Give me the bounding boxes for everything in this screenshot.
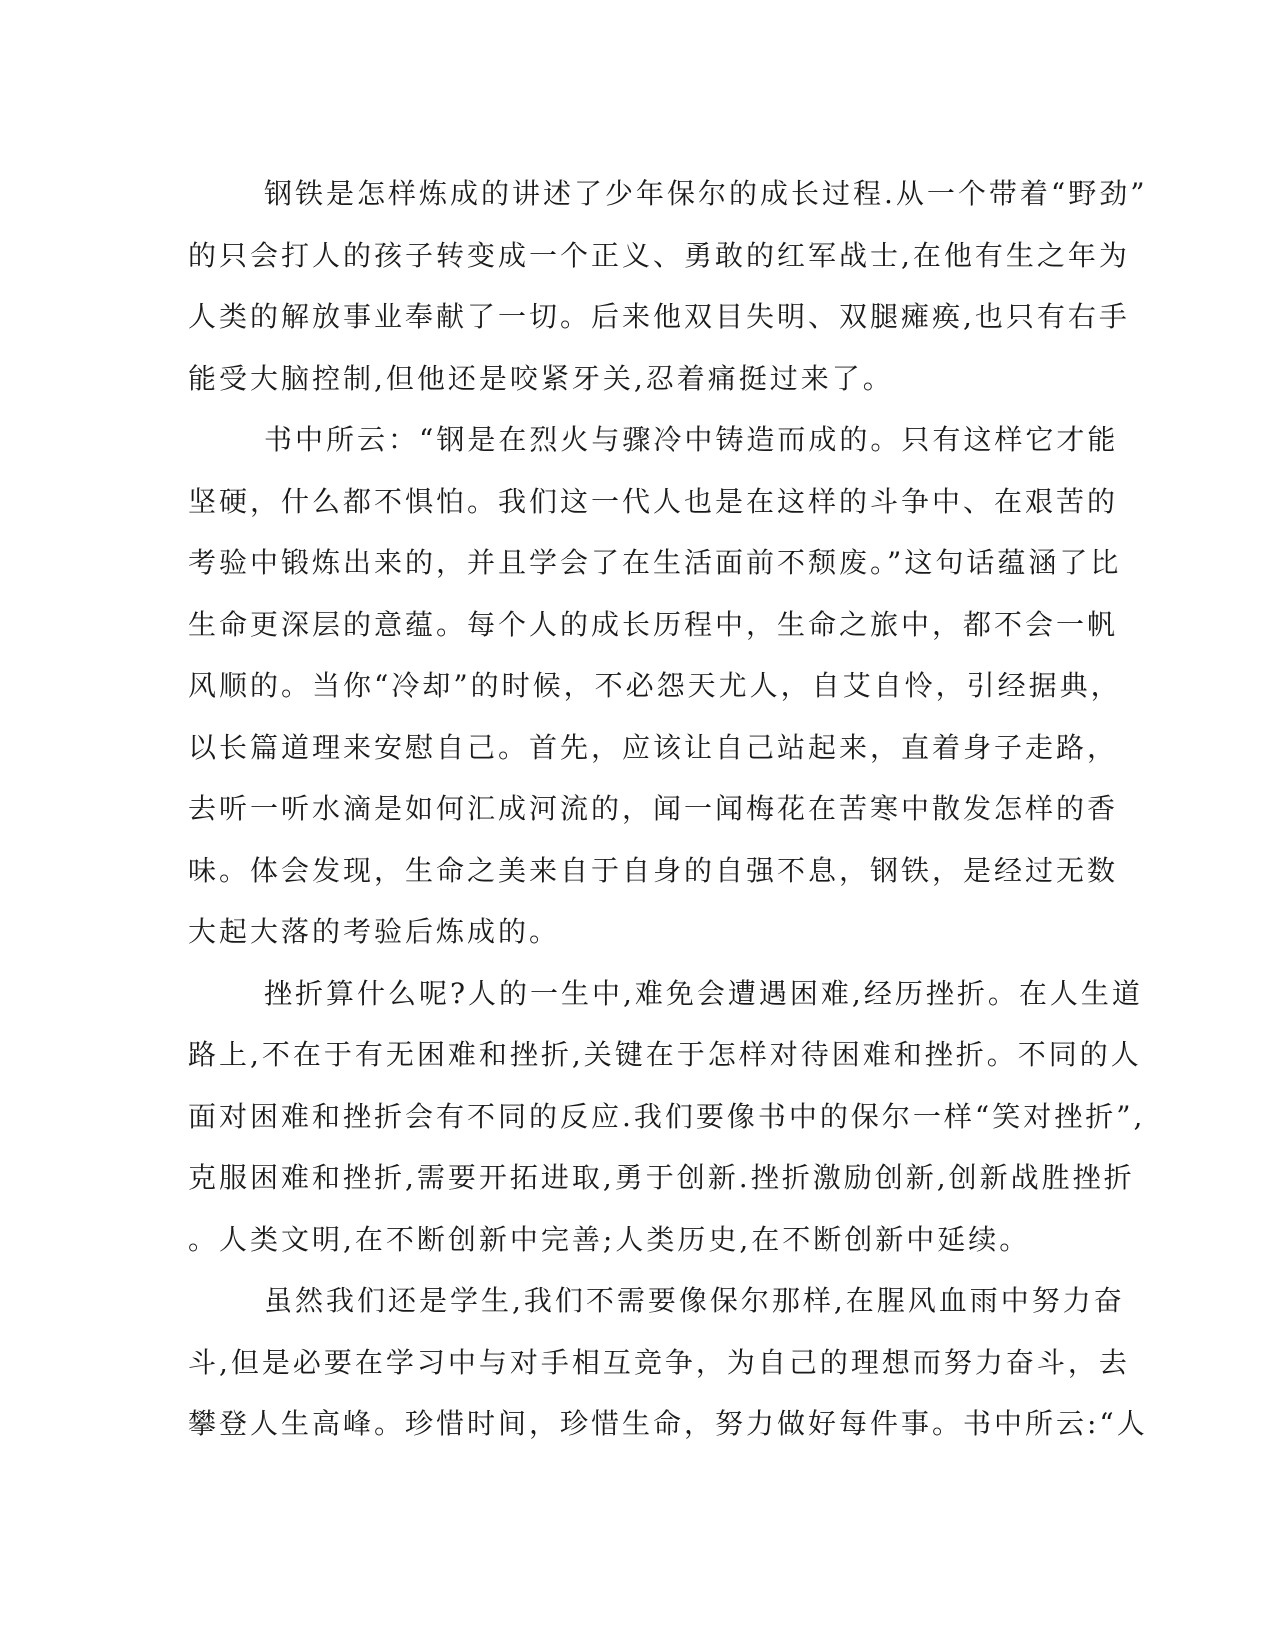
paragraph-1 <box>188 163 1148 409</box>
text-line: 虽然我们还是学生,我们不需要像保尔那样,在腥风血雨中努力奋 <box>264 1284 1125 1317</box>
text-line: 书中所云：“钢是在烈火与骤冷中铸造而成的。只有这样它才能 <box>264 423 1119 456</box>
text-line: 味。体会发现，生命之美来自于自身的自强不息，钢铁，是经过无数 <box>188 853 1119 887</box>
text-line: 路上,不在于有无困难和挫折,关键在于怎样对待困难和挫折。不同的人 <box>188 1038 1142 1071</box>
text-line: 克服困难和挫折,需要开拓进取,勇于创新.挫折激励创新,创新战胜挫折 <box>188 1161 1135 1194</box>
text-line: 攀登人生高峰。珍惜时间，珍惜生命，努力做好每件事。书中所云:“人 <box>188 1407 1148 1440</box>
paragraph-4 <box>188 1270 1148 1455</box>
text-line: 斗,但是必要在学习中与对手相互竞争，为自己的理想而努力奋斗，去 <box>188 1345 1130 1379</box>
text-line: 考验中锻炼出来的，并且学会了在生活面前不颓废。”这句话蕴涵了比 <box>188 546 1122 579</box>
paragraph-2 <box>188 409 1122 963</box>
text-line: 去听一听水滴是如何汇成河流的，闻一闻梅花在苦寒中散发怎样的香 <box>188 792 1119 825</box>
text-line: 挫折算什么呢?人的一生中,难免会遭遇困难,经历挫折。在人生道 <box>264 976 1143 1010</box>
document-body <box>188 163 1148 1455</box>
text-line: 钢铁是怎样炼成的讲述了少年保尔的成长过程.从一个带着“野劲” <box>264 177 1148 210</box>
text-line: 面对困难和挫折会有不同的反应.我们要像书中的保尔一样“笑对挫折”, <box>188 1099 1146 1133</box>
text-line: 以长篇道理来安慰自己。首先，应该让自己站起来，直着身子走路， <box>188 730 1119 764</box>
text-line: 能受大脑控制,但他还是咬紧牙关,忍着痛挺过来了。 <box>188 361 894 395</box>
text-line: 风顺的。当你“冷却”的时候，不必怨天尤人，自艾自怜，引经据典， <box>188 669 1122 702</box>
text-line: 人类的解放事业奉献了一切。后来他双目失明、双腿瘫痪,也只有右手 <box>188 300 1130 333</box>
text-line: 大起大落的考验后炼成的。 <box>188 915 561 948</box>
text-line: 。人类文明,在不断创新中完善;人类历史,在不断创新中延续。 <box>188 1222 1031 1256</box>
text-line: 的只会打人的孩子转变成一个正义、勇敢的红军战士,在他有生之年为 <box>188 238 1130 272</box>
text-line: 生命更深层的意蕴。每个人的成长历程中，生命之旅中，都不会一帆 <box>188 607 1119 641</box>
paragraph-3 <box>188 963 1146 1271</box>
text-line: 坚硬，什么都不惧怕。我们这一代人也是在这样的斗争中、在艰苦的 <box>188 484 1119 518</box>
